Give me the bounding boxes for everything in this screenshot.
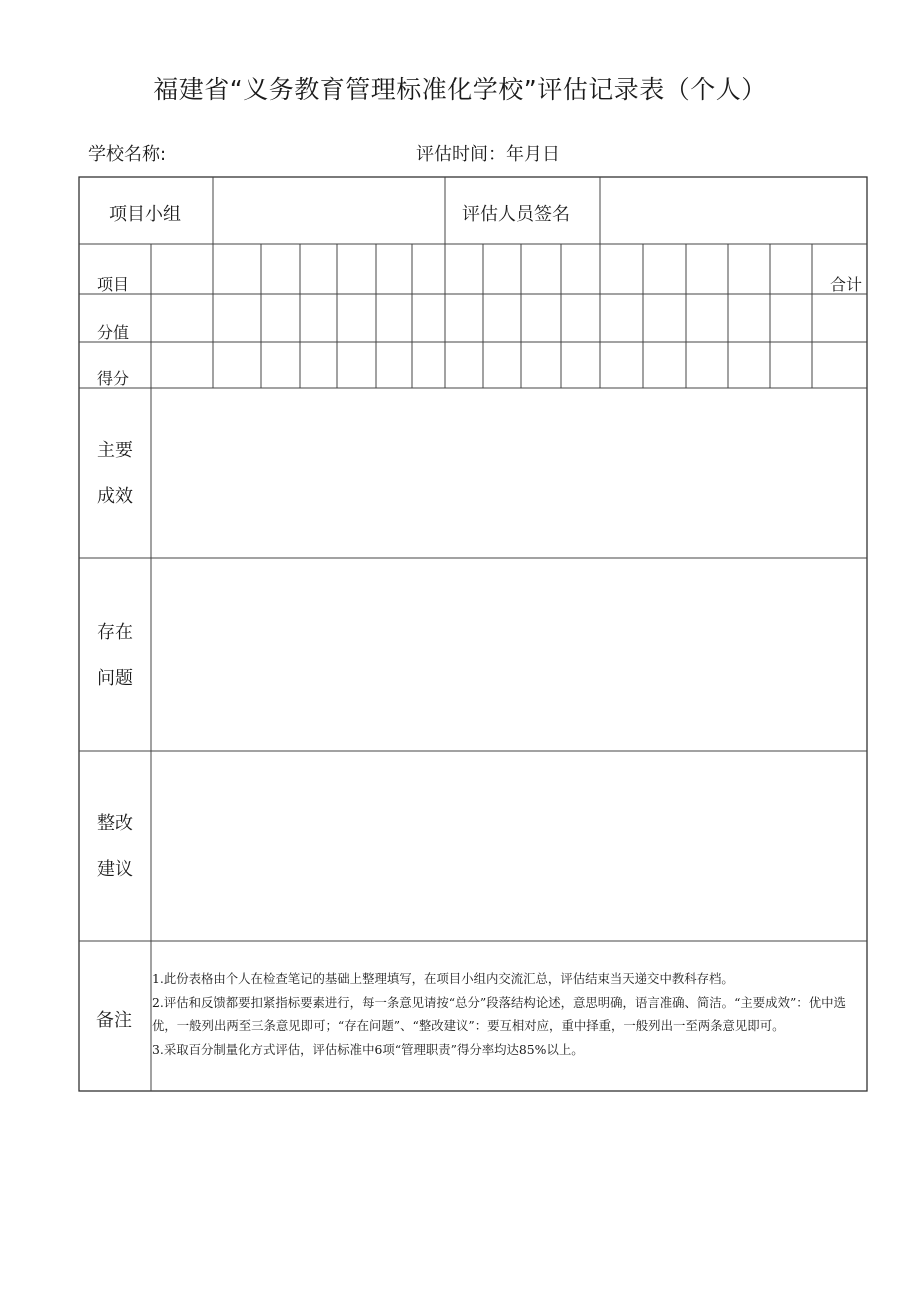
section-label-suggestions: 整改 建议 bbox=[97, 813, 133, 880]
remarks-label: 备注 bbox=[96, 1010, 132, 1031]
school-name-label: 学校名称: bbox=[88, 144, 167, 165]
remark-item: 3.采取百分制量化方式评估，评估标准中6项“管理职责”得分率均达85%以上。 bbox=[152, 1041, 584, 1057]
eval-time-label: 评估时间：年月日 bbox=[416, 144, 560, 165]
row-label-score-obtained: 得分 bbox=[97, 369, 130, 388]
section-label-achievements: 主要 成效 bbox=[97, 440, 133, 507]
total-label: 合计 bbox=[830, 275, 863, 294]
table-frame bbox=[79, 177, 867, 1091]
evaluator-sign-label: 评估人员签名 bbox=[462, 204, 570, 225]
section-label-problems: 存在 问题 bbox=[97, 622, 133, 689]
remarks-text bbox=[152, 967, 866, 1061]
project-group-label: 项目小组 bbox=[109, 204, 181, 225]
form-title: 福建省“义务教育管理标准化学校”评估记录表（个人） bbox=[153, 75, 767, 104]
remark-item: 1.此份表格由个人在检查笔记的基础上整理填写，在项目小组内交流汇总，评估结束当天递交中教科存档。 bbox=[152, 971, 734, 986]
remark-item: 2.评估和反馈都要扣紧指标要素进行，每一条意见请按“总分”段落结构论述，意思明确，语言准确、简洁。“主要成效”：优中选优，一般列出两至三条意见即可；“存在问题”、“整改建议”：要互相对应，重中择重，一般列出一至两条意见即可。 bbox=[152, 994, 846, 1033]
row-label-score-value: 分值 bbox=[97, 323, 130, 342]
row-label-item: 项目 bbox=[97, 275, 130, 294]
